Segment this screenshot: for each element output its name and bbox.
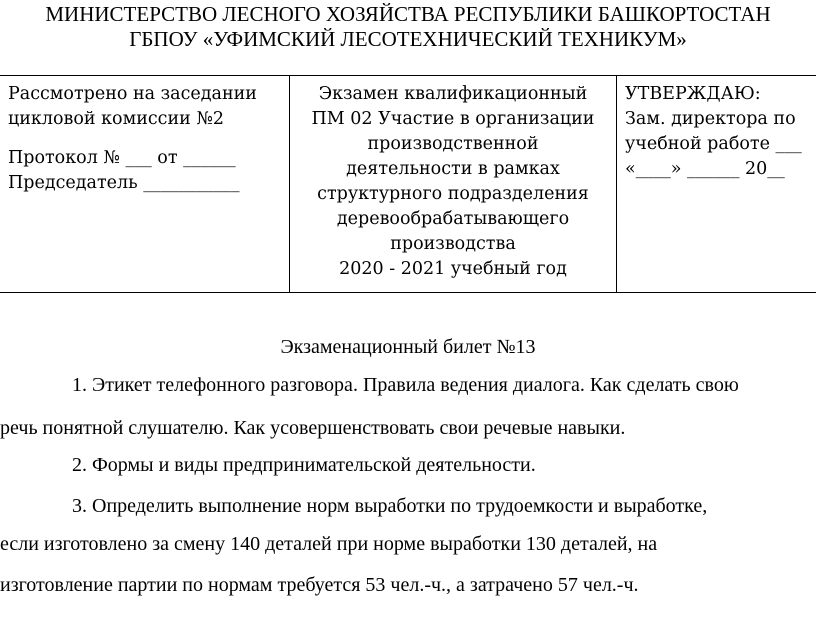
approval-cell	[617, 76, 816, 292]
question-3-line-2: если изготовлено за смену 140 деталей при норме выработки 130 деталей, на	[0, 533, 658, 555]
commission-cell	[0, 76, 290, 292]
question-1-line-1: 1. Этикет телефонного разговора. Правила ведения диалога. Как сделать свою	[72, 374, 739, 396]
commission-line-1: Рассмотрено на заседании	[8, 84, 257, 104]
exam-line-3: производственной	[367, 134, 539, 154]
approve-date-line: «____» ______ 20__	[625, 159, 785, 179]
exam-line-1: Экзамен квалификационный	[318, 84, 588, 104]
academic-year: 2020 - 2021 учебный год	[339, 259, 567, 279]
question-3-line-1: 3. Определить выполнение норм выработки по трудоемкости и выработке,	[72, 495, 708, 517]
question-3-line-3: изготовление партии по нормам требуется 53 чел.-ч., а затрачено 57 чел.-ч.	[0, 574, 639, 596]
exam-line-6: деревообрабатывающего	[336, 209, 570, 229]
approve-line-3: учебной работе ___	[625, 134, 802, 154]
question-2: 2. Формы и виды предпринимательской деятельности.	[72, 454, 536, 476]
protocol-line: Протокол № ___ от ______	[8, 148, 236, 168]
exam-line-4: деятельности в рамках	[346, 159, 560, 179]
approval-table	[0, 75, 816, 293]
institution-name: ГБПОУ «УФИМСКИЙ ЛЕСОТЕХНИЧЕСКИЙ ТЕХНИКУМ»	[129, 27, 687, 51]
approve-line-2: Зам. директора по	[625, 109, 796, 129]
exam-line-2: ПМ 02 Участие в организации	[311, 109, 595, 129]
commission-line-2: цикловой комиссии №2	[8, 109, 225, 129]
exam-info-cell	[290, 76, 617, 292]
ministry-name: МИНИСТЕРСТВО ЛЕСНОГО ХОЗЯЙСТВА РЕСПУБЛИКИ БАШКОРТОСТАН	[45, 2, 771, 26]
chairman-line: Председатель ___________	[8, 173, 240, 193]
ticket-title: Экзаменационный билет №13	[280, 336, 536, 358]
approve-heading: УТВЕРЖДАЮ:	[625, 84, 761, 104]
exam-line-7: производства	[390, 234, 516, 254]
question-1-line-2: речь понятной слушателю. Как усовершенствовать свои речевые навыки.	[0, 417, 626, 439]
exam-line-5: структурного подразделения	[317, 184, 589, 204]
document-header	[0, 2, 816, 52]
